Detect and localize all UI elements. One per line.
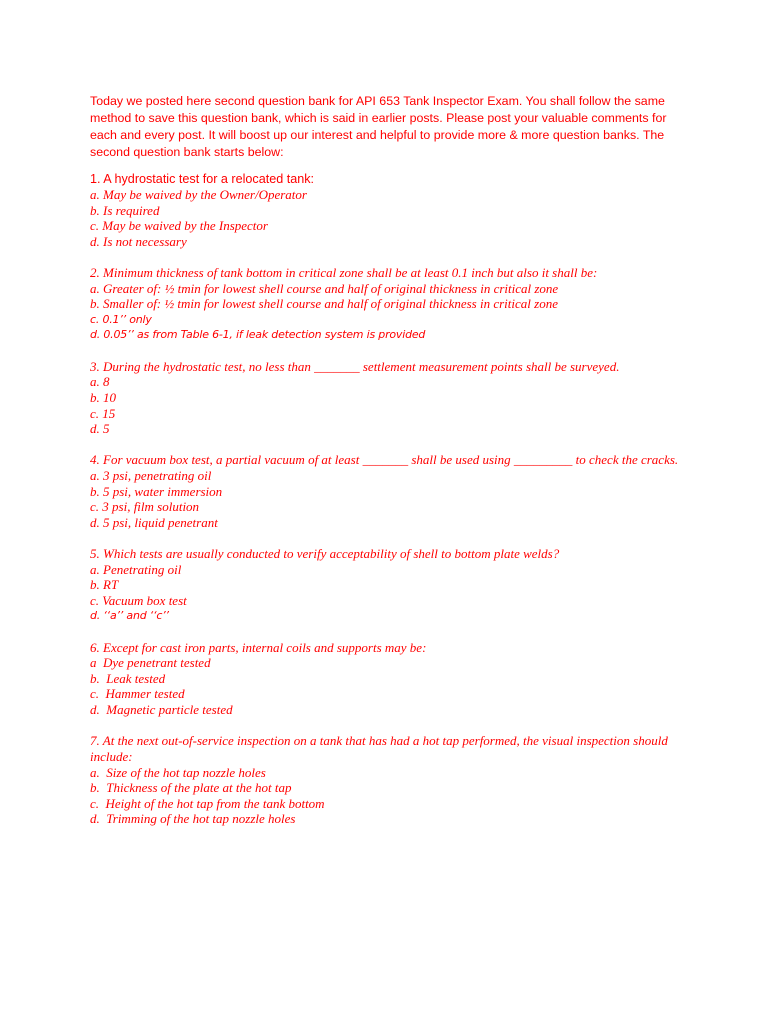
question-text: 6. Except for cast iron parts, internal coils and supports may be: — [90, 639, 427, 655]
option-a: a. 3 psi, penetrating oil — [90, 467, 212, 483]
option-c: c. Height of the hot tap from the tank bottom — [90, 795, 325, 811]
option-a: a. Greater of: ½ tmin for lowest shell course and half of original thickness in critical zone — [90, 280, 559, 296]
option-c: c. Hammer tested — [90, 686, 185, 702]
option-d: d. 5 — [90, 421, 110, 437]
question-text: 2. Minimum thickness of tank bottom in critical zone shall be at least 0.1 inch but also it shall be: — [90, 265, 598, 281]
option-d: d. Is not necessary — [90, 233, 187, 249]
intro-paragraph: Today we posted here second question bank for API 653 Tank Inspector Exam. You shall follow the same method to save this question bank, which is said in earlier posts. Please post your valuable comments for each and every post. It will boost up our interest and helpful to provide more & more question banks. The second question bank starts below: — [90, 94, 667, 159]
question-5 — [90, 546, 690, 624]
option-c: c. May be waived by the Inspector — [90, 218, 268, 234]
question-1 — [90, 171, 690, 249]
option-b: b. Is required — [90, 202, 160, 218]
question-text: 7. At the next out-of-service inspection on a tank that has had a hot tap performed, the visual inspection should include: — [90, 733, 668, 764]
option-c: c. Vacuum box test — [90, 592, 187, 608]
question-2 — [90, 265, 690, 343]
question-3 — [90, 359, 690, 437]
option-a: a Dye penetrant tested — [90, 655, 211, 671]
option-d: d. 5 psi, liquid penetrant — [90, 514, 218, 530]
question-text: 4. For vacuum box test, a partial vacuum of at least _______ shall be used using _________ to check the cracks. — [90, 452, 679, 468]
option-list — [90, 655, 690, 717]
document-body — [90, 93, 690, 843]
option-list — [90, 765, 690, 827]
option-c: c. 15 — [90, 405, 116, 421]
option-c: c. 0.1’’ only — [90, 312, 152, 326]
question-7 — [90, 733, 690, 827]
option-b: b. RT — [90, 577, 119, 593]
option-a: a. Size of the hot tap nozzle holes — [90, 764, 266, 780]
option-list — [90, 562, 690, 624]
question-4 — [90, 452, 690, 530]
option-d: d. ‘‘a’’ and ‘‘c’’ — [90, 609, 169, 623]
question-6 — [90, 640, 690, 718]
question-text: 3. During the hydrostatic test, no less than _______ settlement measurement points shall be surveyed. — [90, 358, 620, 374]
option-list — [90, 374, 690, 436]
option-b: b. 5 psi, water immersion — [90, 483, 223, 499]
option-list — [90, 468, 690, 530]
question-text: 1. A hydrostatic test for a relocated tank: — [90, 172, 315, 186]
question-text: 5. Which tests are usually conducted to verify acceptability of shell to bottom plate welds? — [90, 546, 560, 562]
option-b: b. Thickness of the plate at the hot tap — [90, 780, 292, 796]
option-c: c. 3 psi, film solution — [90, 499, 200, 515]
option-list — [90, 187, 690, 249]
option-d: d. Trimming of the hot tap nozzle holes — [90, 811, 296, 827]
option-b: b. Smaller of: ½ tmin for lowest shell course and half of original thickness in critical zone — [90, 296, 558, 312]
option-list — [90, 281, 690, 343]
option-a: a. May be waived by the Owner/Operator — [90, 187, 307, 202]
option-d: d. Magnetic particle tested — [90, 702, 233, 718]
option-a: a. 8 — [90, 374, 110, 390]
option-d: d. 0.05’’ as from Table 6-1, if leak detection system is provided — [90, 328, 426, 342]
option-b: b. 10 — [90, 389, 116, 405]
option-a: a. Penetrating oil — [90, 561, 182, 577]
option-b: b. Leak tested — [90, 670, 166, 686]
